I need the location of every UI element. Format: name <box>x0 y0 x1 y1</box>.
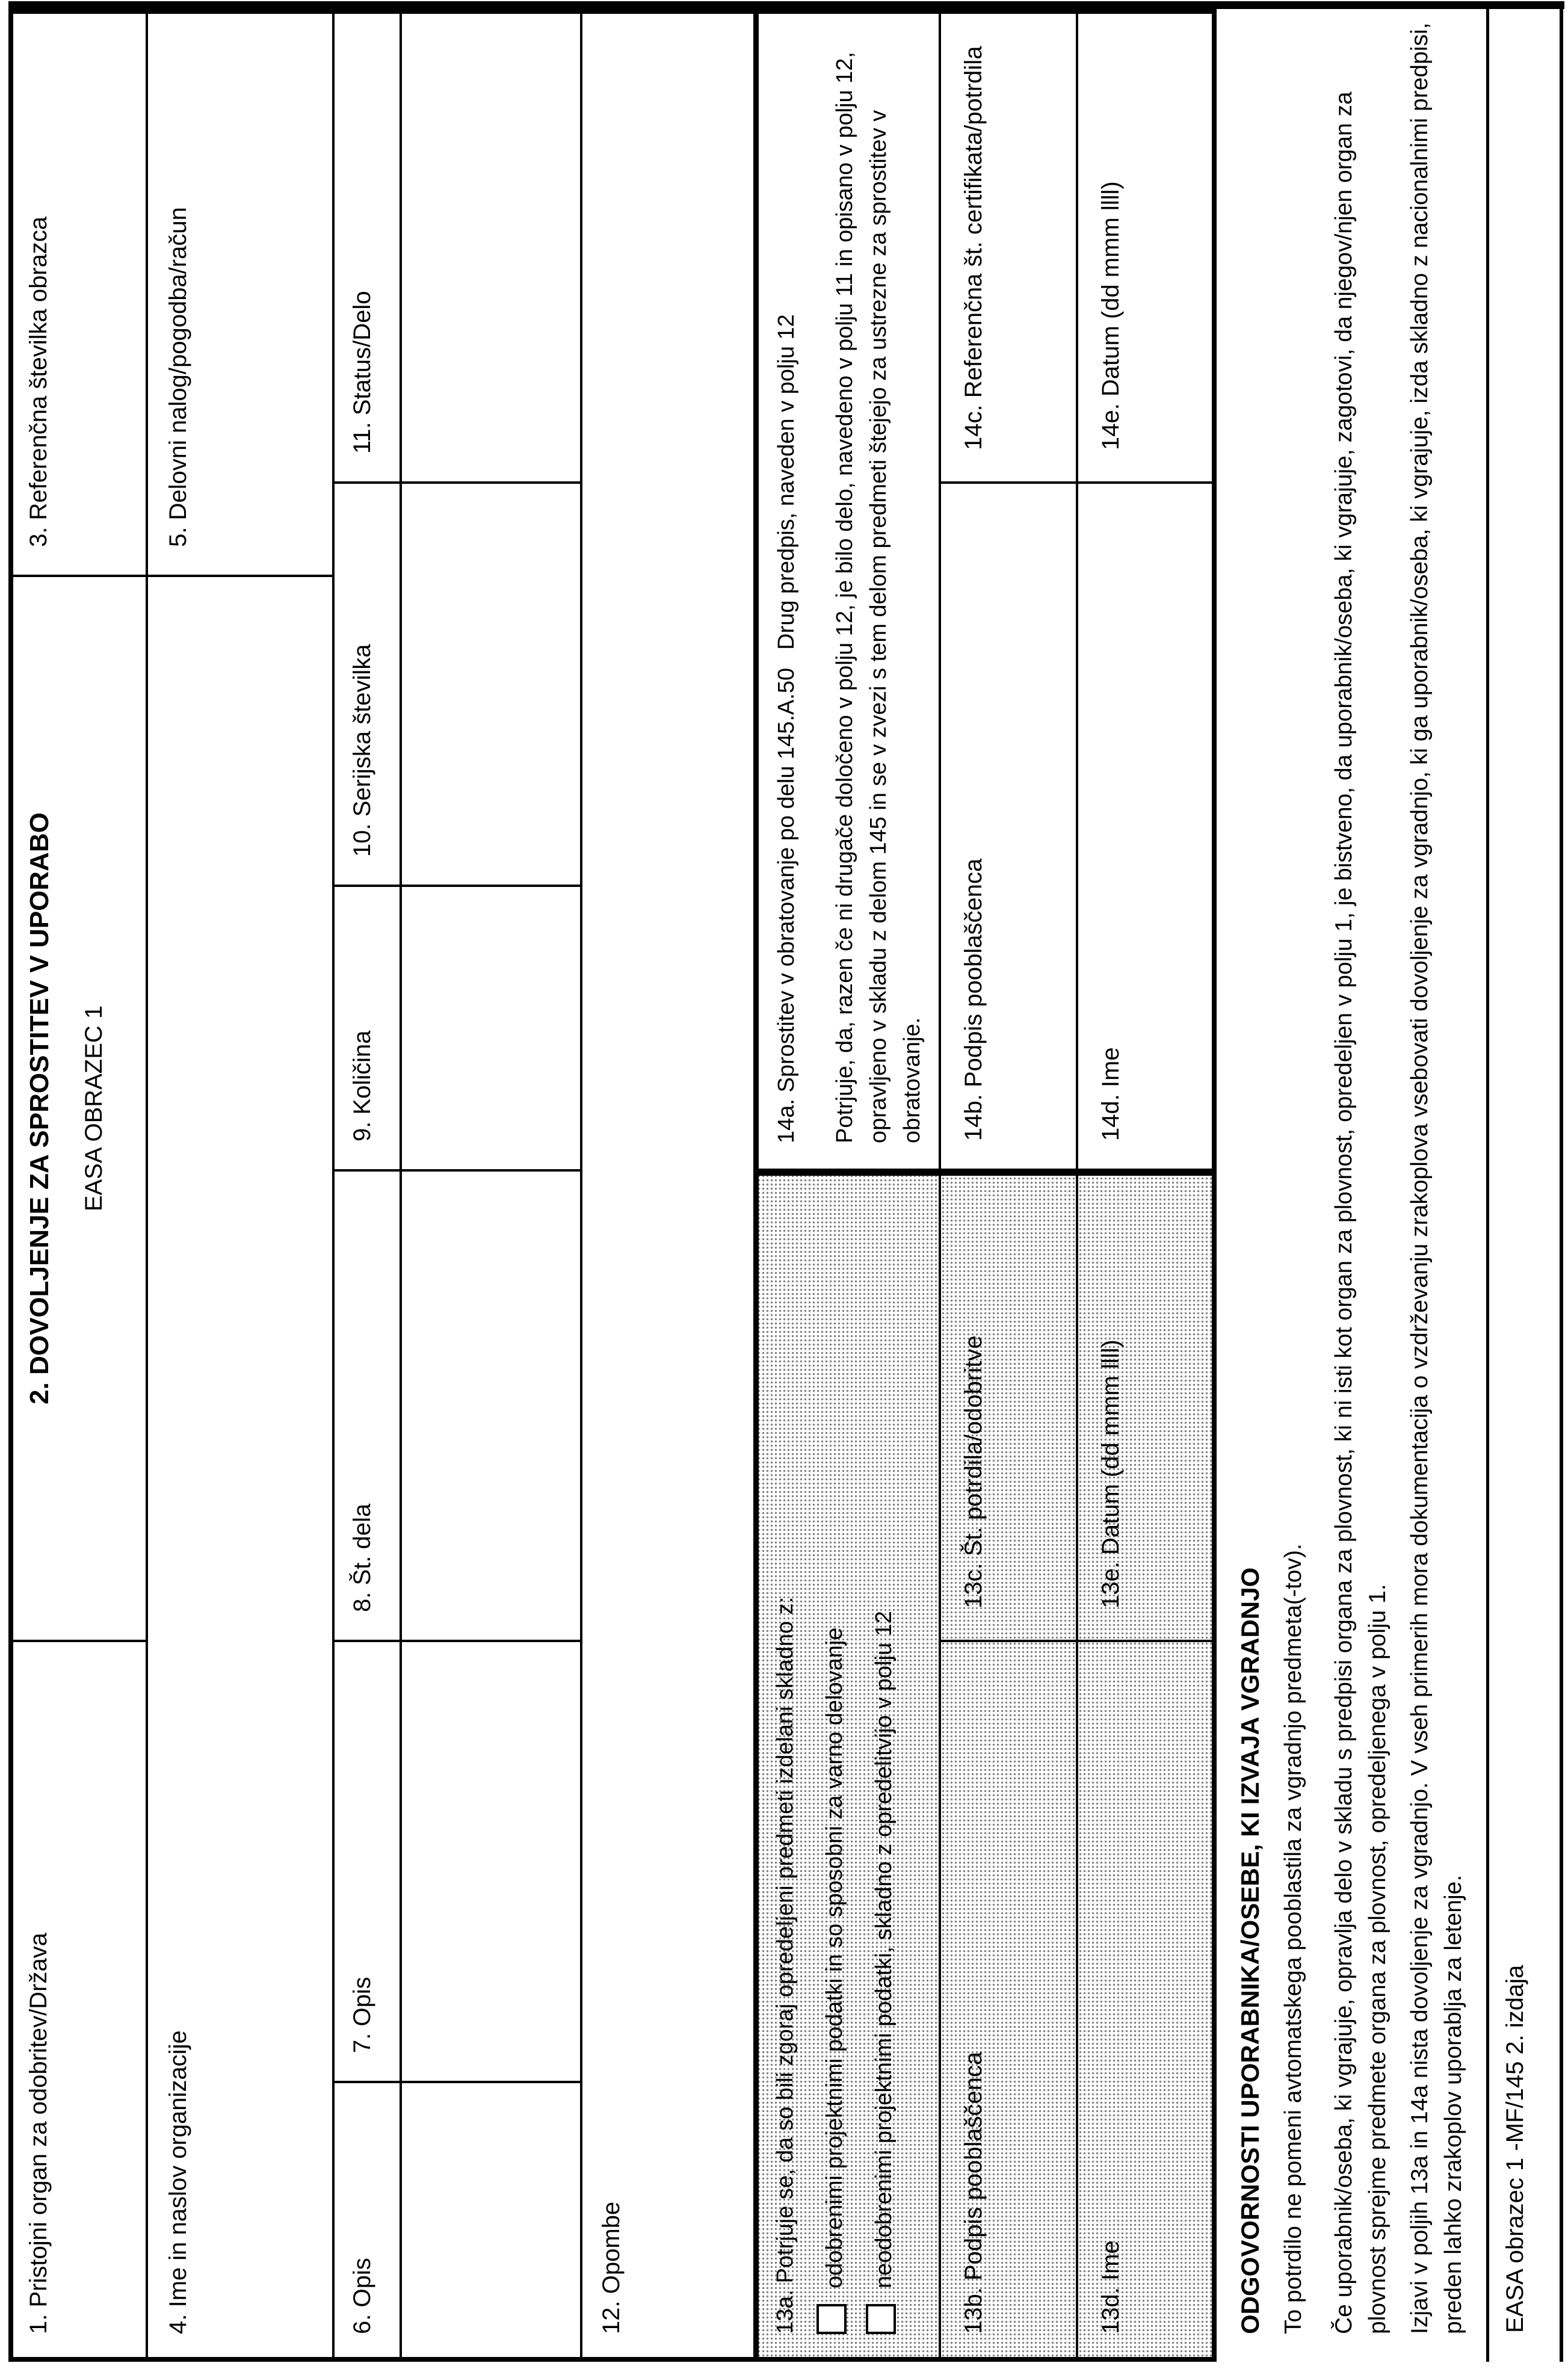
box13a-option-approved <box>816 1193 850 2334</box>
box13a-certification <box>757 1172 941 2362</box>
box3-label: 3. Referenčna številka obrazca <box>25 216 52 547</box>
box13d-name[interactable] <box>1078 1640 1217 2362</box>
box13c-approval-number[interactable] <box>941 1172 1078 1640</box>
box4-organisation-name-address[interactable] <box>148 575 335 2362</box>
header-col6-opis <box>335 2081 402 2362</box>
col6-label: 6. Opis <box>349 2258 375 2334</box>
page-right-edge-line <box>8 1 1564 9</box>
item-cell-serijska[interactable] <box>402 481 582 885</box>
box1-label: 1. Pristojni organ za odobritev/Država <box>25 1933 52 2334</box>
non-approved-design-data-checkbox[interactable] <box>866 2304 896 2334</box>
box13a-option2-label: neodobrenimi projektnimi podatki, skladno z opredelitvijo v polju 12 <box>871 1611 897 2288</box>
box13b-label: 13b. Podpis pooblaščenca <box>960 2051 987 2334</box>
box14d-name[interactable] <box>1078 481 1217 1172</box>
item-cell-st-dela[interactable] <box>402 1169 582 1640</box>
col11-label: 11. Status/Delo <box>349 291 375 454</box>
box14a-body: Potrjuje, da, razen če ni drugače določeno v polju 12, je bilo delo, navedeno v polju 11 in opisano v polju 12, opravljeno v skladu z delom 145 in se v zvezi s tem delom predmeti štejejo za ustrezne za sprostitev v obratovanje. <box>832 52 925 1143</box>
box13e-label: 13e. Datum (dd mmm llll) <box>1097 1339 1124 1608</box>
col8-label: 8. Št. dela <box>349 1503 375 1612</box>
box14c-certificate-ref[interactable] <box>941 9 1078 481</box>
responsibilities-para3: Izjavi v poljih 13a in 14a nista dovoljenje za vgradnjo. V vseh primerih mora dokumentacija o vzdrževanju zrakoplova vsebovati dovoljenje za vgradnjo, ki ga uporabnik/oseba, ki vgrajuje, izda skladno z nacionalnimi predpisi, preden lahko zrakoplov uporablja za letenje. <box>1407 22 1466 2334</box>
box12-remarks[interactable] <box>582 9 757 2362</box>
box14b-label: 14b. Podpis pooblaščenca <box>960 858 987 1141</box>
header-col11-status-delo <box>335 9 402 481</box>
row-12-13-thick-rule <box>753 9 759 2362</box>
header-col10-serijska <box>335 481 402 885</box>
col9-label: 9. Količina <box>349 1030 375 1141</box>
header-col9-kolicina <box>335 885 402 1169</box>
box13a-intro: 13a. Potrjuje se, da so bili zgoraj opredeljeni predmeti izdelani skladno z: <box>773 1596 798 2334</box>
item-cell-status[interactable] <box>402 9 582 481</box>
col7-label: 7. Opis <box>349 1977 375 2053</box>
form-title: 2. DOVOLJENJE ZA SPROSTITEV V UPORABO <box>25 812 54 1404</box>
header-col7-opis <box>335 1640 402 2081</box>
form-subtitle: EASA OBRAZEC 1 <box>81 1005 107 1212</box>
box14a-heading: 14a. Sprostitev v obratovanje po delu 145.A.50Drug predpis, naveden v polju 12 <box>774 314 799 1143</box>
box13e-date[interactable] <box>1078 1172 1217 1640</box>
box14d-label: 14d. Ime <box>1097 1047 1124 1141</box>
responsibilities-heading: ODGOVORNOSTI UPORABNIKA/OSEBE, KI IZVAJA VGRADNJO <box>1236 1567 1264 2334</box>
box13a-option1-label: odobrenimi projektnimi podatki in so sposobni za varno delovanje <box>822 1627 847 2288</box>
form-footer-reference: EASA obrazec 1 -MF/145 2. izdaja <box>1502 1965 1528 2333</box>
box12-label: 12. Opombe <box>598 2201 625 2334</box>
box13d-label: 13d. Ime <box>1097 2240 1124 2334</box>
item-cell-opis-6[interactable] <box>402 2081 582 2362</box>
box5-label: 5. Delovni nalog/pogodba/račun <box>165 207 191 547</box>
box14a-release-to-service <box>757 9 941 1172</box>
box3-form-tracking-number[interactable] <box>8 9 148 575</box>
col10-label: 10. Serijska številka <box>349 644 375 857</box>
box13a-option-non-approved <box>866 1193 899 2334</box>
footer-rule <box>1486 9 1489 2362</box>
page-bottom-edge-line <box>1560 1 1563 2362</box>
box14c-label: 14c. Referenčna št. certifikata/potrdila <box>960 46 987 450</box>
header-col8-st-dela <box>335 1169 402 1640</box>
box14b-signature[interactable] <box>941 481 1078 1172</box>
item-cell-kolicina[interactable] <box>402 885 582 1169</box>
box13c-label: 13c. Št. potrdila/odobritve <box>960 1335 987 1608</box>
box2-form-title <box>8 575 148 1640</box>
responsibilities-para1: To potrdilo ne pomeni avtomatskega pooblastila za vgradnjo predmeta(-tov). <box>1280 1543 1306 2334</box>
item-cell-opis-7[interactable] <box>402 1640 582 2081</box>
box14e-label: 14e. Datum (dd mmm llll) <box>1097 181 1124 450</box>
box5-work-order[interactable] <box>148 9 335 575</box>
box1-competent-authority[interactable] <box>8 1640 148 2362</box>
box13b-signature[interactable] <box>941 1640 1078 2362</box>
approved-design-data-checkbox[interactable] <box>816 2304 847 2334</box>
box4-label: 4. Ime in naslov organizacije <box>165 2030 191 2334</box>
box14e-date[interactable] <box>1078 9 1217 481</box>
block13-14-divider <box>757 1169 1217 1176</box>
responsibilities-para2: Če uporabnik/oseba, ki vgrajuje, opravlja delo v skladu s predpisi organa za plovnost, ki ni isti kot organ za plovnost, opredeljen v polju 1, je bistveno, da uporabnik/oseba, ki vgrajuje, zagotovi, da njegov/njen organ za plovnost sprejme predmete organa za plovnost, opredeljenega v polju 1. <box>1331 91 1391 2334</box>
